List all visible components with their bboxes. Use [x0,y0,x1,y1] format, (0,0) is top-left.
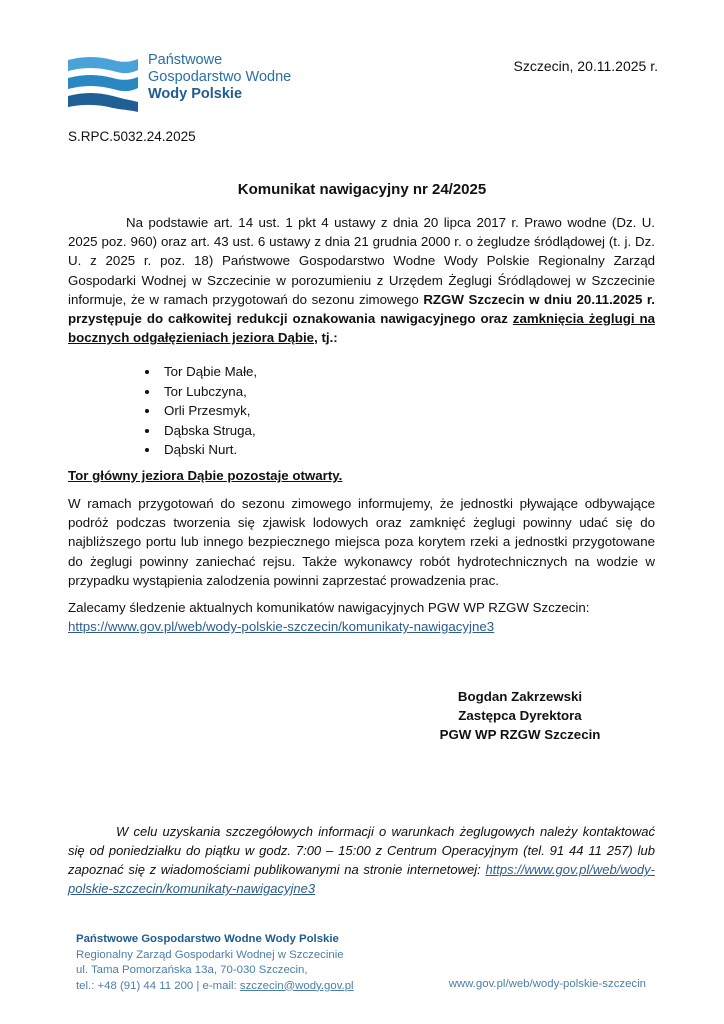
main-track-open-notice: Tor główny jeziora Dąbie pozostaje otwarty. [68,468,343,483]
list-item: • Dąbski Nurt. [160,440,257,460]
signature-block [420,687,620,744]
paragraph-legal-basis-text: Na podstawie art. 14 ust. 1 pkt 4 ustawy z dnia 20 lipca 2017 r. Prawo wodne (Dz. U. 2025 poz. 960) oraz art. 43 ust. 6 ustawy z dnia 21 grudnia 2000 r. o żegludze śródlądowej (t. j. Dz. U. z 2025 r. poz. 18) Państwowe Gospodarstwo Wodne Wody Polskie Regionalny Zarząd Gospodarki Wodnej w Szczecinie w porozumieniu z Urzędem Żeglugi Śródlądowej w Szczecinie informuje, że w ramach przygotowań do sezonu zimowego [68,215,655,307]
footer-contact [76,979,354,995]
list-item: • Orli Przesmyk, [160,401,257,421]
list-item: • Tor Dąbie Małe, [160,362,257,382]
contact-info-text: W celu uzyskania szczegółowych informacji o warunkach żeglugowych należy kontaktować się od poniedziałku do piątku w godz. 7:00 – 15:00 z Centrum Operacyjnym (tel. 91 44 11 257) lub zapoznać się z wiadomościami publikowanymi na stronie internetowej: [68,824,655,877]
logo [68,52,308,116]
paragraph-legal-basis-tail: , tj.: [314,330,338,346]
footer-email-link[interactable]: szczecin@wody.gov.pl [239,979,354,992]
footer-org: Państwowe Gospodarstwo Wodne Wody Polskie [76,933,339,945]
recommendation-text: Zalecamy śledzenie aktualnych komunikatów nawigacyjnych PGW WP RZGW Szczecin: [68,600,590,615]
paragraph-closure-underlined: zamknięcia żeglugi na bocznych odgałęzieniach jeziora Dąbie [68,311,655,346]
contact-website-link[interactable]: https://www.gov.pl/web/wody-polskie-szczecin/komunikaty-nawigacyjne3 [68,862,655,896]
footer-phone: tel.: +48 (91) 44 11 200 | e-mail: [76,979,240,992]
document-title: Komunikat nawigacyjny nr 24/2025 [237,181,487,198]
footer-region: Regionalny Zarząd Gospodarki Wodnej w Szczecinie [76,948,344,961]
closed-tracks-list [130,362,257,460]
logo-line-3: Wody Polskie [148,86,243,102]
announcements-link[interactable]: https://www.gov.pl/web/wody-polskie-szczecin/komunikaty-nawigacyjne3 [68,619,495,635]
reference-number: S.RPC.5032.24.2025 [68,129,196,144]
logo-line-1: Państwowe [148,52,223,68]
footer-website[interactable]: www.gov.pl/web/wody-polskie-szczecin [448,978,646,990]
list-item: • Dąbska Struga, [160,421,257,441]
paragraph-recommendation [68,598,655,636]
paragraph-winter-advice: W ramach przygotowań do sezonu zimowego informujemy, że jednostki pływające odbywające podróż podczas tworzenia się zjawisk lodowych oraz zamknięć żeglugi powinny udać się do najbliższego portu lub innego bezpiecznego miejsca poza korytem rzeki a jednostki przygotowane do żeglugi powinny zaniechać rejsu. Także wykonawcy robót hydrotechnicznych na wodzie w przypadku wystąpienia zalodzenia powinni zaprzestać prowadzenia prac. [68,496,655,588]
signatory-organization: PGW WP RZGW Szczecin [439,727,601,742]
footer-address [76,932,354,994]
paragraph-legal-basis [68,213,655,347]
signatory-name: Bogdan Zakrzewski [457,689,583,704]
wody-polskie-logo-icon [68,54,138,114]
paragraph-contact-info [68,822,655,898]
list-item: • Tor Lubczyna, [160,382,257,402]
paragraph-legal-basis-bold: RZGW Szczecin w dniu 20.11.2025 r. przystępuje do całkowitej redukcji oznakowania nawigacyjnego oraz [68,291,655,327]
signatory-position: Zastępca Dyrektora [458,708,582,723]
document-date: Szczecin, 20.11.2025 r. [513,58,658,74]
logo-line-2: Gospodarstwo Wodne [148,69,292,85]
footer-address-line: ul. Tama Pomorzańska 13a, 70-030 Szczecin, [76,964,308,976]
